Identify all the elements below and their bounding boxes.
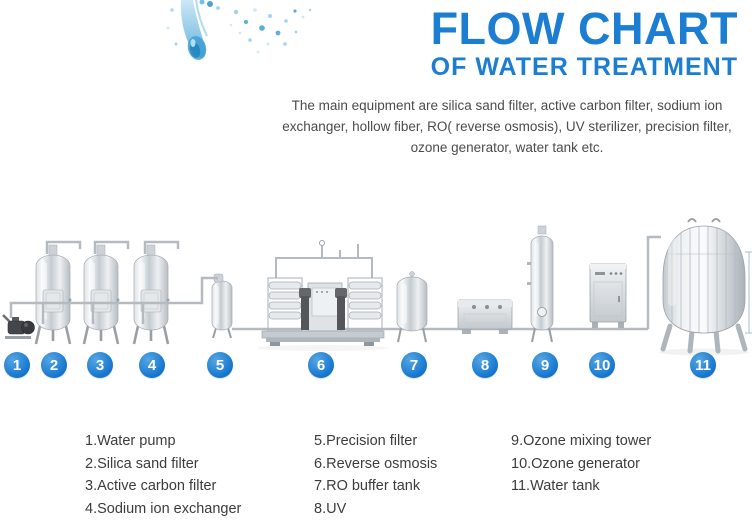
marker-6: 6 xyxy=(308,352,334,378)
marker-1: 1 xyxy=(4,352,30,378)
active-carbon-filter xyxy=(84,242,128,344)
legend-item: 10.Ozone generator xyxy=(511,455,640,472)
treatment-diagram xyxy=(3,219,752,356)
legend xyxy=(0,430,752,529)
marker-5: 5 xyxy=(207,352,233,378)
marker-7: 7 xyxy=(401,352,427,378)
legend-item: 6.Reverse osmosis xyxy=(314,455,438,472)
legend-item: 3.Active carbon filter xyxy=(85,478,217,494)
dimension-line xyxy=(745,252,752,333)
sodium-ion-exchanger xyxy=(134,242,178,344)
legend-item: 11.Water tank xyxy=(511,478,600,494)
marker-4: 4 xyxy=(139,352,165,378)
legend-column-3 xyxy=(511,430,651,498)
marker-9: 9 xyxy=(532,352,558,378)
precision-filter xyxy=(212,274,232,338)
legend-item: 5.Precision filter xyxy=(314,433,418,449)
marker-3: 3 xyxy=(87,352,113,378)
intro-paragraph: The main equipment are silica sand filter, active carbon filter, sodium ion exchanger, hollow fiber, RO( reverse osmosis), UV sterilizer, precision filter, ozone generator, water tank etc. xyxy=(282,98,732,155)
water-tank xyxy=(663,219,745,351)
ro-buffer-tank xyxy=(397,272,427,343)
page-subtitle: OF WATER TREATMENT xyxy=(430,53,738,81)
water-splash-graphic xyxy=(167,0,312,62)
marker-2: 2 xyxy=(41,352,67,378)
legend-item: 8.UV xyxy=(314,500,347,517)
marker-8: 8 xyxy=(472,352,498,378)
silica-sand-filter xyxy=(36,242,80,344)
legend-item: 1.Water pump xyxy=(85,433,176,449)
water-pump xyxy=(3,315,35,339)
legend-column-1 xyxy=(85,430,241,520)
page-title: FLOW CHART xyxy=(430,3,738,54)
legend-item: 2.Silica sand filter xyxy=(85,455,199,472)
marker-10: 10 xyxy=(589,352,615,378)
marker-11: 11 xyxy=(690,352,716,378)
legend-item: 9.Ozone mixing tower xyxy=(511,433,652,449)
ozone-generator xyxy=(590,264,626,328)
legend-item: 7.RO buffer tank xyxy=(314,478,421,494)
legend-column-2 xyxy=(314,430,437,520)
ozone-mixing-tower xyxy=(527,226,553,342)
header xyxy=(430,3,738,81)
legend-item: 4.Sodium ion exchanger xyxy=(85,500,242,517)
uv-sterilizer xyxy=(458,300,512,334)
